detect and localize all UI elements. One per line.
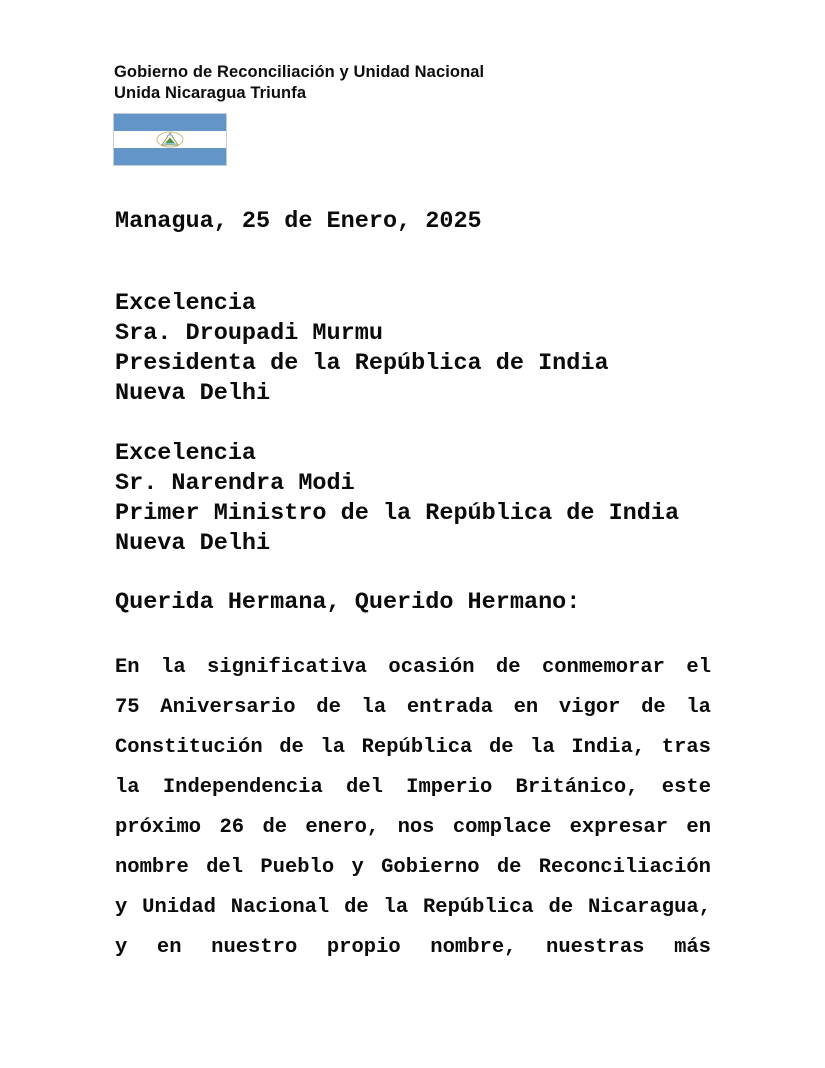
recipient-title: Presidenta de la República de India: [115, 350, 609, 377]
recipient-title: Primer Ministro de la República de India: [115, 500, 680, 527]
body-line: Constitución de la República de la India, tras: [115, 736, 711, 759]
recipient-name: Sr. Narendra Modi: [115, 470, 355, 497]
flag-white-stripe: [114, 131, 226, 148]
salutation-line: Querida Hermana, Querido Hermano:: [115, 589, 581, 616]
body-line: próximo 26 de enero, nos complace expresar en: [115, 816, 711, 839]
letterhead-government-name: Gobierno de Reconciliación y Unidad Nacional: [114, 63, 485, 81]
flag-coat-of-arms-icon: [155, 131, 185, 148]
letterhead: [114, 62, 484, 103]
body-line: la Independencia del Imperio Británico, este: [115, 776, 711, 799]
flag-bottom-blue-stripe: [114, 148, 226, 165]
letterhead-motto: Unida Nicaragua Triunfa: [114, 83, 307, 102]
date-line: Managua, 25 de Enero, 2025: [115, 208, 482, 235]
body-line: 75 Aniversario de la entrada en vigor de la: [115, 696, 711, 719]
flag-top-blue-stripe: [114, 114, 226, 131]
nicaragua-flag: [114, 114, 226, 165]
recipient-city: Nueva Delhi: [115, 530, 271, 557]
body-line: En la significativa ocasión de conmemorar el: [115, 656, 711, 679]
recipient-president-block: [115, 289, 609, 409]
body-line: nombre del Pueblo y Gobierno de Reconciliación: [115, 856, 711, 879]
recipient-honorific: Excelencia: [115, 290, 257, 317]
letter-body: [115, 648, 711, 968]
recipient-name: Sra. Droupadi Murmu: [115, 320, 383, 347]
recipient-city: Nueva Delhi: [115, 380, 271, 407]
recipient-honorific: Excelencia: [115, 440, 257, 467]
recipient-prime-minister-block: [115, 439, 679, 559]
body-line: y en nuestro propio nombre, nuestras más: [115, 936, 711, 959]
body-line: y Unidad Nacional de la República de Nicaragua,: [115, 896, 711, 919]
